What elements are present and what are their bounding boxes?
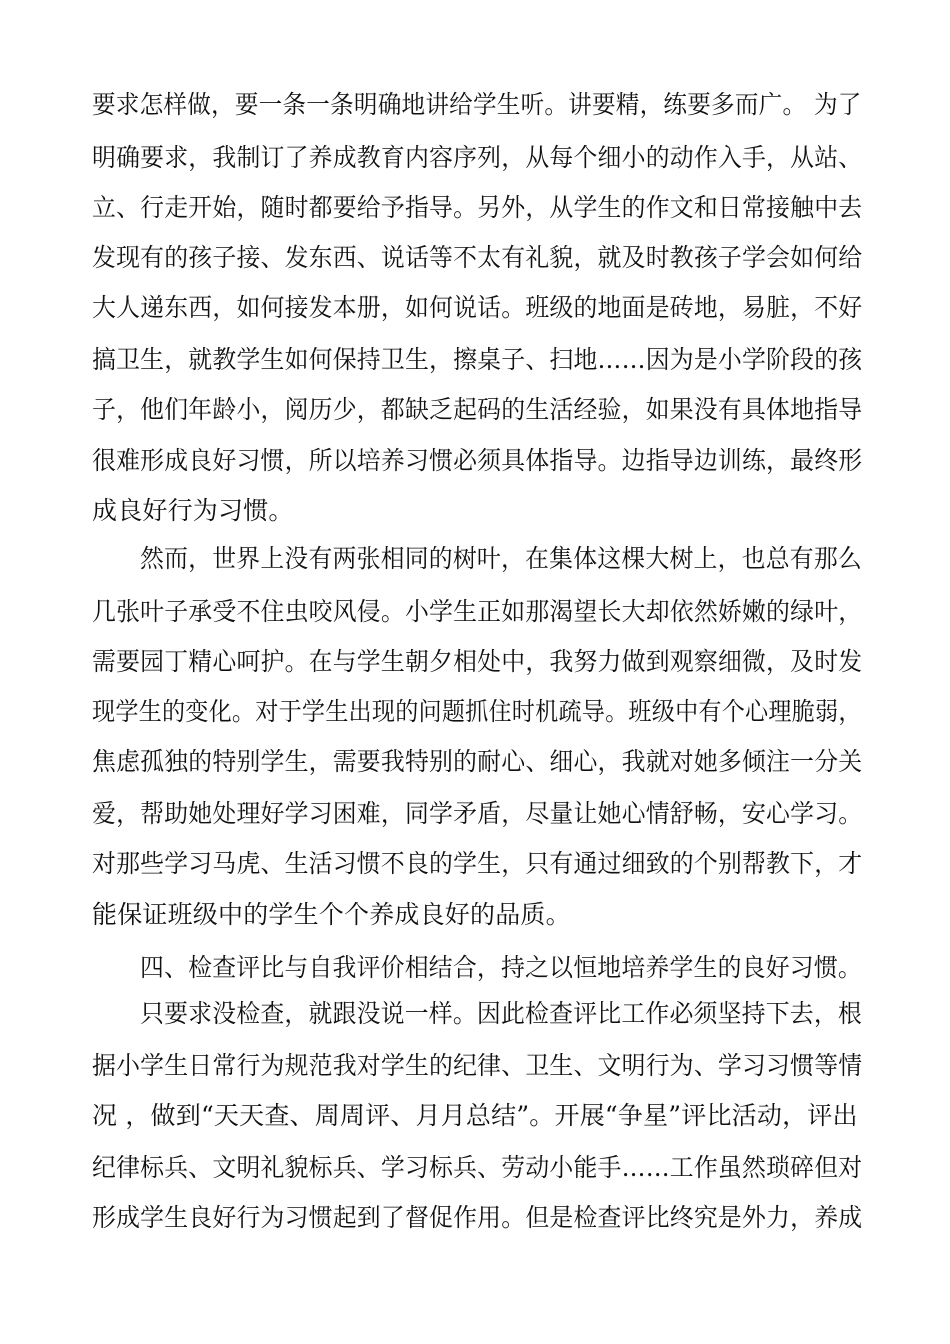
text-line: 搞卫生，就教学生如何保持卫生，擦桌子、扫地……因为是小学阶段的孩 xyxy=(92,345,863,374)
text-line: 况 ，做到“天天查、周周评、月月总结”。开展“争星”评比活动，评出 xyxy=(92,1101,858,1130)
text-line: 成良好行为习惯。 xyxy=(92,496,294,525)
text-line: 形成学生良好行为习惯起到了督促作用。但是检查评比终究是外力，养成 xyxy=(92,1203,863,1232)
text-line: 几张叶子承受不住虫咬风侵。小学生正如那渴望长大却依然娇嫩的绿叶， xyxy=(92,597,863,626)
text-line: 明确要求，我制订了养成教育内容序列，从每个细小的动作入手，从站、 xyxy=(92,143,863,172)
text-line: 据小学生日常行为规范我对学生的纪律、卫生、文明行为、学习习惯等情 xyxy=(92,1051,863,1080)
text-line: 要求怎样做，要一条一条明确地讲给学生听。讲要精，练要多而广。 为了 xyxy=(92,90,862,119)
text-line: 发现有的孩子接、发东西、说话等不太有礼貌，就及时教孩子学会如何给 xyxy=(92,243,863,272)
text-line: 大人递东西，如何接发本册，如何说话。班级的地面是砖地，易脏，不好 xyxy=(92,293,863,322)
text-line: 只要求没检查，就跟没说一样。因此检查评比工作必须坚持下去，根 xyxy=(140,999,862,1028)
text-line: 然而，世界上没有两张相同的树叶，在集体这棵大树上，也总有那么 xyxy=(140,544,862,573)
text-line: 很难形成良好习惯，所以培养习惯必须具体指导。边指导边训练，最终形 xyxy=(92,446,863,475)
text-line: 立、行走开始，随时都要给予指导。另外，从学生的作文和日常接触中去 xyxy=(92,193,863,222)
text-line: 现学生的变化。对于学生出现的问题抓住时机疏导。班级中有个心理脆弱， xyxy=(92,697,862,726)
text-line: 纪律标兵、文明礼貌标兵、学习标兵、劳动小能手……工作虽然琐碎但对 xyxy=(92,1153,863,1182)
text-line: 焦虑孤独的特别学生，需要我特别的耐心、细心，我就对她多倾注一分关 xyxy=(92,747,863,776)
heading-line: 四、检查评比与自我评价相结合，持之以恒地培养学生的良好习惯。 xyxy=(140,953,862,982)
text-line: 子，他们年龄小，阅历少，都缺乏起码的生活经验，如果没有具体地指导 xyxy=(92,395,863,424)
text-line: 需要园丁精心呵护。在与学生朝夕相处中，我努力做到观察细微，及时发 xyxy=(92,647,863,676)
text-line: 爱，帮助她处理好学习困难，同学矛盾，尽量让她心情舒畅，安心学习。 xyxy=(92,799,863,828)
text-line: 能保证班级中的学生个个养成良好的品质。 xyxy=(92,900,571,929)
text-line: 对那些学习马虎、生活习惯不良的学生，只有通过细致的个别帮教下，才 xyxy=(92,849,863,878)
